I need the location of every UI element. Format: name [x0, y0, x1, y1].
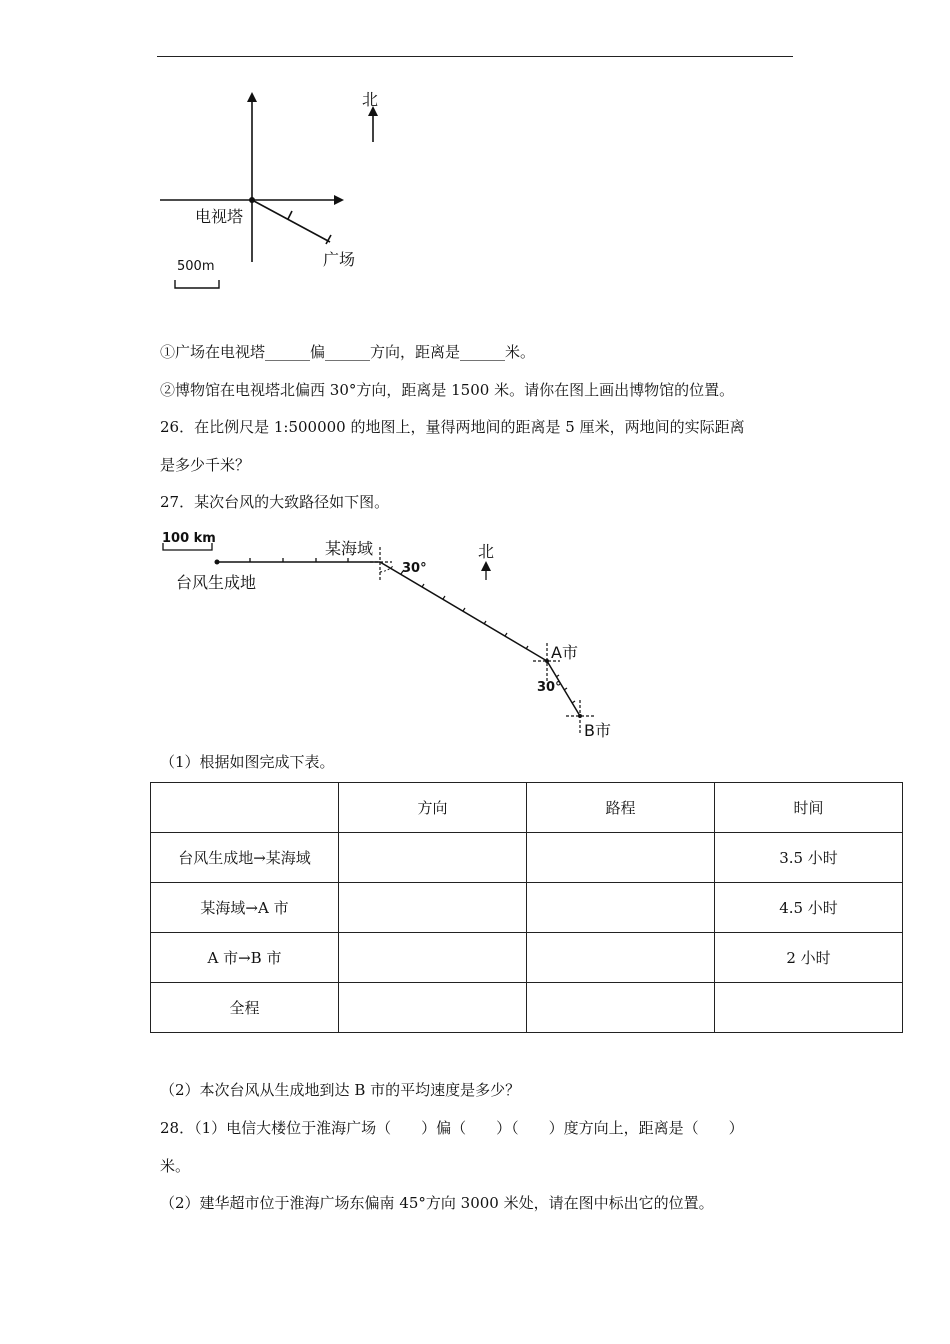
north-label: 北 — [362, 90, 379, 109]
table-cell — [715, 983, 903, 1033]
q26-line2: 是多少千米？ — [160, 456, 251, 474]
sea-label: 某海域 — [325, 539, 374, 558]
origin-label: 台风生成地 — [176, 573, 257, 592]
q28-line1: 28．（1）电信大楼位于淮海广场（ ）偏（ ）（ ）度方向上，距离是（ ） — [160, 1119, 744, 1137]
typhoon-north-label: 北 — [478, 542, 495, 561]
table-header-cell — [151, 783, 339, 833]
table-cell — [527, 983, 715, 1033]
table-cell: 台风生成地→某海域 — [151, 833, 339, 883]
table-cell — [527, 833, 715, 883]
table-row — [151, 883, 903, 933]
table-cell — [527, 883, 715, 933]
cityB-label: B市 — [584, 721, 611, 740]
typhoon-scale-label: 100 km — [162, 531, 216, 546]
q25-part2: ②博物馆在电视塔北偏西 30°方向，距离是 1500 米。请你在图上画出博物馆的位置。 — [160, 381, 735, 399]
table-cell — [339, 983, 527, 1033]
table-cell: 2 小时 — [715, 933, 903, 983]
table-cell — [339, 933, 527, 983]
table-row — [151, 833, 903, 883]
table-row — [151, 933, 903, 983]
typhoon-table — [150, 782, 903, 1033]
table-row — [151, 983, 903, 1033]
q28-line2: 米。 — [160, 1157, 191, 1175]
angle2-label: 30° — [537, 680, 562, 695]
q27-sub2: （2）本次台风从生成地到达 B 市的平均速度是多少？ — [160, 1081, 521, 1099]
tv-tower-label: 电视塔 — [195, 207, 244, 226]
q27-sub1: （1）根据如图完成下表。 — [160, 753, 335, 771]
q28-line3: （2）建华超市位于淮海广场东偏南 45°方向 3000 米处，请在图中标出它的位置。 — [160, 1194, 714, 1212]
table-header-cell: 方向 — [339, 783, 527, 833]
scale-label: 500m — [177, 259, 215, 274]
q25-part1: ①广场在电视塔______偏______方向，距离是______米。 — [160, 343, 536, 361]
table-cell — [339, 833, 527, 883]
segment-sea-cityA — [380, 562, 547, 661]
table-cell — [527, 933, 715, 983]
table-cell: 某海域→A 市 — [151, 883, 339, 933]
q27-title: 27．某次台风的大致路径如下图。 — [160, 493, 390, 511]
angle1-label: 30° — [402, 561, 427, 576]
table-header-row — [151, 783, 903, 833]
table-header-cell: 路程 — [527, 783, 715, 833]
table-cell: 全程 — [151, 983, 339, 1033]
table-cell: 4.5 小时 — [715, 883, 903, 933]
q26-line1: 26．在比例尺是 1:500000 的地图上，量得两地间的距离是 5 厘米，两地间的实际距离 — [160, 418, 745, 436]
square-label: 广场 — [323, 250, 356, 269]
table-header-cell: 时间 — [715, 783, 903, 833]
table-cell: 3.5 小时 — [715, 833, 903, 883]
cityA-label: A市 — [551, 643, 578, 662]
table-cell — [339, 883, 527, 933]
table-cell: A 市→B 市 — [151, 933, 339, 983]
